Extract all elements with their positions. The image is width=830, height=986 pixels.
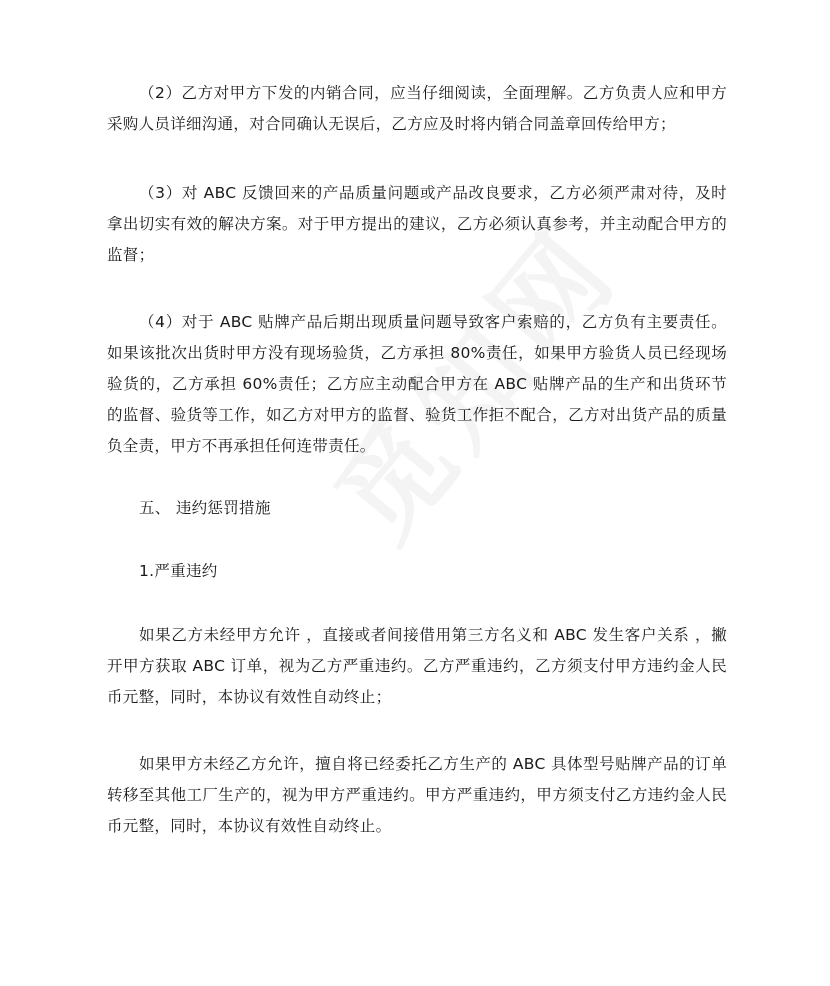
paragraph-breach-party-b: 如果乙方未经甲方允许 ，直接或者间接借用第三方名义和 ABC 发生客户关系 ，撇开甲方获取 ABC 订单，视为乙方严重违约。乙方严重违约，乙方须支付甲方违约金人民币元整，同时，本协议有效性自动终止； xyxy=(107,626,727,706)
paragraph-breach-party-a: 如果甲方未经乙方允许，擅自将已经委托乙方生产的 ABC 具体型号贴牌产品的订单转移至其他工厂生产的，视为甲方严重违约。甲方严重违约，甲方须支付乙方违约金人民币元整，同时，本协议有效性自动终止。 xyxy=(107,755,727,835)
sub-heading: 1.严重违约 xyxy=(139,562,218,580)
paragraph-clause-3: （3）对 ABC 反馈回来的产品质量问题或产品改良要求，乙方必须严肃对待，及时拿出切实有效的解决方案。对于甲方提出的建议，乙方必须认真参考，并主动配合甲方的监督； xyxy=(107,184,727,264)
paragraph-clause-4: （4）对于 ABC 贴牌产品后期出现质量问题导致客户索赔的，乙方负有主要责任。如果该批次出货时甲方没有现场验货，乙方承担 80%责任，如果甲方验货人员已经现场验货的，乙方承担 60%责任；乙方应主动配合甲方在 ABC 贴牌产品的生产和出货环节的监督、验货等工作，如乙方对甲方的监督、验货工作拒不配合，乙方对出货产品的质量负全责，甲方不再承担任何连带责任。 xyxy=(107,313,727,455)
section-heading: 五、 违约惩罚措施 xyxy=(139,499,271,517)
paragraph-clause-2: （2）乙方对甲方下发的内销合同，应当仔细阅读，全面理解。乙方负责人应和甲方采购人员详细沟通，对合同确认无误后，乙方应及时将内销合同盖章回传给甲方； xyxy=(107,84,727,133)
